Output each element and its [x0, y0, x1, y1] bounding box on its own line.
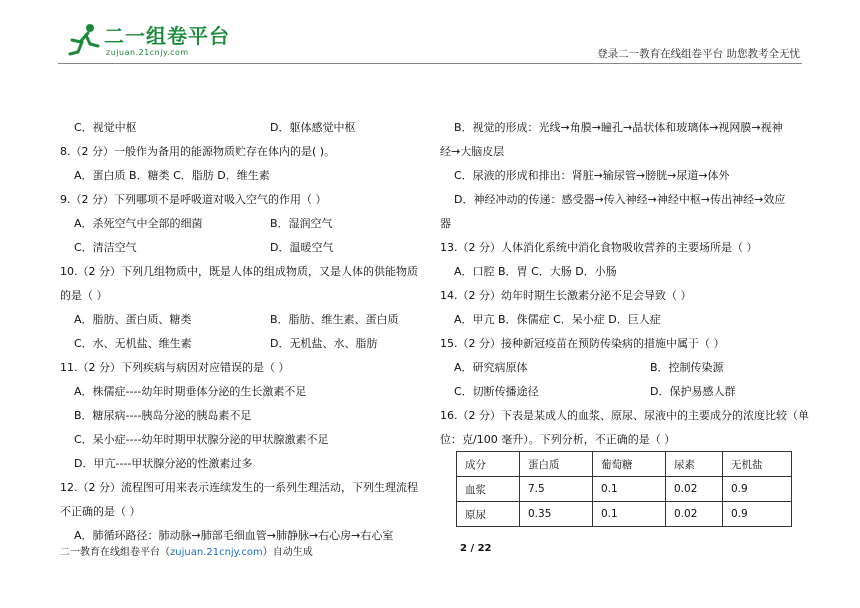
q15-stem: 15.（2 分）接种新冠疫苗在预防传染病的措施中属于（ ） — [440, 337, 725, 350]
q12-option-c: C．尿液的形成和排出：肾脏→输尿管→膀胱→尿道→体外 — [454, 169, 730, 182]
q15-option-d: D．保护易感人群 — [650, 385, 736, 398]
q9-option-d: D．温暖空气 — [270, 241, 334, 254]
footer-suffix: ）自动生成 — [262, 547, 313, 558]
table-cell: 0.9 — [723, 477, 792, 502]
table-header-cell: 成分 — [457, 452, 520, 477]
logo-url: zujuan.21cnjy.com — [106, 48, 189, 57]
header-slogan[interactable]: 登录二一教育在线组卷平台 助您教考全无忧 — [597, 48, 800, 60]
q12-option-b-line1: B．视觉的形成：光线→角膜→瞳孔→晶状体和玻璃体→视网膜→视神 — [454, 121, 783, 134]
table-cell: 0.02 — [666, 477, 723, 502]
q15-option-c: C．切断传播途径 — [454, 385, 539, 398]
q10-stem-line1: 10.（2 分）下列几组物质中，既是人体的组成物质，又是人体的供能物质 — [60, 265, 418, 278]
table-cell: 0.35 — [520, 502, 593, 527]
table-header-cell: 葡萄糖 — [593, 452, 666, 477]
concentration-table — [456, 451, 792, 527]
q14-stem: 14.（2 分）幼年时期生长激素分泌不足会导致（ ） — [440, 289, 692, 302]
left-column — [60, 116, 432, 548]
table-cell: 血浆 — [457, 477, 520, 502]
table-cell: 0.1 — [593, 477, 666, 502]
q8-stem: 8.（2 分）一般作为备用的能源物质贮存在体内的是( )。 — [60, 145, 336, 158]
q15-options-ab — [440, 356, 812, 380]
table-cell: 0.02 — [666, 502, 723, 527]
q13-options: A．口腔 B．胃 C．大肠 D．小肠 — [454, 265, 617, 278]
q12-option-a: A．肺循环路径：肺动脉→肺部毛细血管→肺静脉→右心房→右心室 — [74, 529, 394, 542]
table-row — [457, 477, 792, 502]
q8-options: A．蛋白质 B．糖类 C．脂肪 D．维生素 — [74, 169, 270, 182]
q9-option-c: C．清洁空气 — [74, 241, 137, 254]
table-cell: 7.5 — [520, 477, 593, 502]
q10-stem-line2: 的是（ ） — [60, 289, 108, 302]
q12-option-d-line2: 器 — [440, 217, 451, 230]
q11-option-d: D．甲亢----甲状腺分泌的性激素过多 — [74, 457, 253, 470]
q14-options: A．甲亢 B．侏儒症 C．呆小症 D．巨人症 — [454, 313, 661, 326]
q11-option-b: B．糖尿病----胰岛分泌的胰岛素不足 — [74, 409, 252, 422]
q10-option-c: C．水、无机盐、维生素 — [74, 337, 192, 350]
q12-stem-line1: 12.（2 分）流程图可用来表示连续发生的一系列生理活动，下列生理流程 — [60, 481, 418, 494]
q9-options-cd — [60, 236, 432, 260]
logo-text: 二一组卷平台 — [104, 24, 230, 48]
q9-options-ab — [60, 212, 432, 236]
q11-option-c: C．呆小症----幼年时期甲状腺分泌的甲状腺激素不足 — [74, 433, 329, 446]
q9-option-b: B．湿润空气 — [270, 217, 333, 230]
q10-options-cd — [60, 332, 432, 356]
q7-option-c: C．视觉中枢 — [74, 121, 137, 134]
q12-stem-line2: 不正确的是（ ） — [60, 505, 141, 518]
q16-stem-line1: 16.（2 分）下表是某成人的血浆、原尿、尿液中的主要成分的浓度比较（单 — [440, 409, 809, 422]
q10-option-a: A．脂肪、蛋白质、糖类 — [74, 313, 192, 326]
right-column — [440, 116, 812, 452]
footer-link[interactable]: zujuan.21cnjy.com — [170, 547, 263, 558]
footer-prefix: 二一教育在线组卷平台（ — [60, 547, 170, 558]
q15-option-b: B．控制传染源 — [650, 361, 724, 374]
q7-option-d: D．躯体感觉中枢 — [270, 121, 356, 134]
table-cell: 0.1 — [593, 502, 666, 527]
page-header — [0, 0, 860, 70]
site-logo[interactable] — [64, 20, 234, 66]
page-footer — [60, 543, 800, 558]
table-header-cell: 蛋白质 — [520, 452, 593, 477]
q10-options-ab — [60, 308, 432, 332]
table-cell: 0.9 — [723, 502, 792, 527]
q10-option-b: B．脂肪、维生素、蛋白质 — [270, 313, 399, 326]
page-number: 2 / 22 — [460, 543, 492, 554]
q15-options-cd — [440, 380, 812, 404]
q15-option-a: A．研究病原体 — [454, 361, 528, 374]
q11-stem: 11.（2 分）下列疾病与病因对应错误的是（ ） — [60, 361, 290, 374]
q9-option-a: A．杀死空气中全部的细菌 — [74, 217, 203, 230]
table-header-row — [457, 452, 792, 477]
q9-stem: 9.（2 分）下列哪项不是呼吸道对吸入空气的作用（ ） — [60, 193, 327, 206]
q11-option-a: A．株儒症----幼年时期垂体分泌的生长激素不足 — [74, 385, 307, 398]
table-header-cell: 尿素 — [666, 452, 723, 477]
table-cell: 原尿 — [457, 502, 520, 527]
q10-option-d: D．无机盐、水、脂肪 — [270, 337, 378, 350]
header-divider — [58, 63, 802, 64]
q7-options-cd — [60, 116, 432, 140]
q12-option-d-line1: D．神经冲动的传递：感受器→传入神经→神经中枢→传出神经→效应 — [454, 193, 786, 206]
q13-stem: 13.（2 分）人体消化系统中消化食物吸收营养的主要场所是（ ） — [440, 241, 758, 254]
q16-stem-line2: 位：克/100 毫升）。下列分析，不正确的是（ ） — [440, 433, 676, 446]
table-header-cell: 无机盐 — [723, 452, 792, 477]
table-row — [457, 502, 792, 527]
q12-option-b-line2: 经→大脑皮层 — [440, 145, 505, 158]
runner-icon — [64, 20, 104, 60]
